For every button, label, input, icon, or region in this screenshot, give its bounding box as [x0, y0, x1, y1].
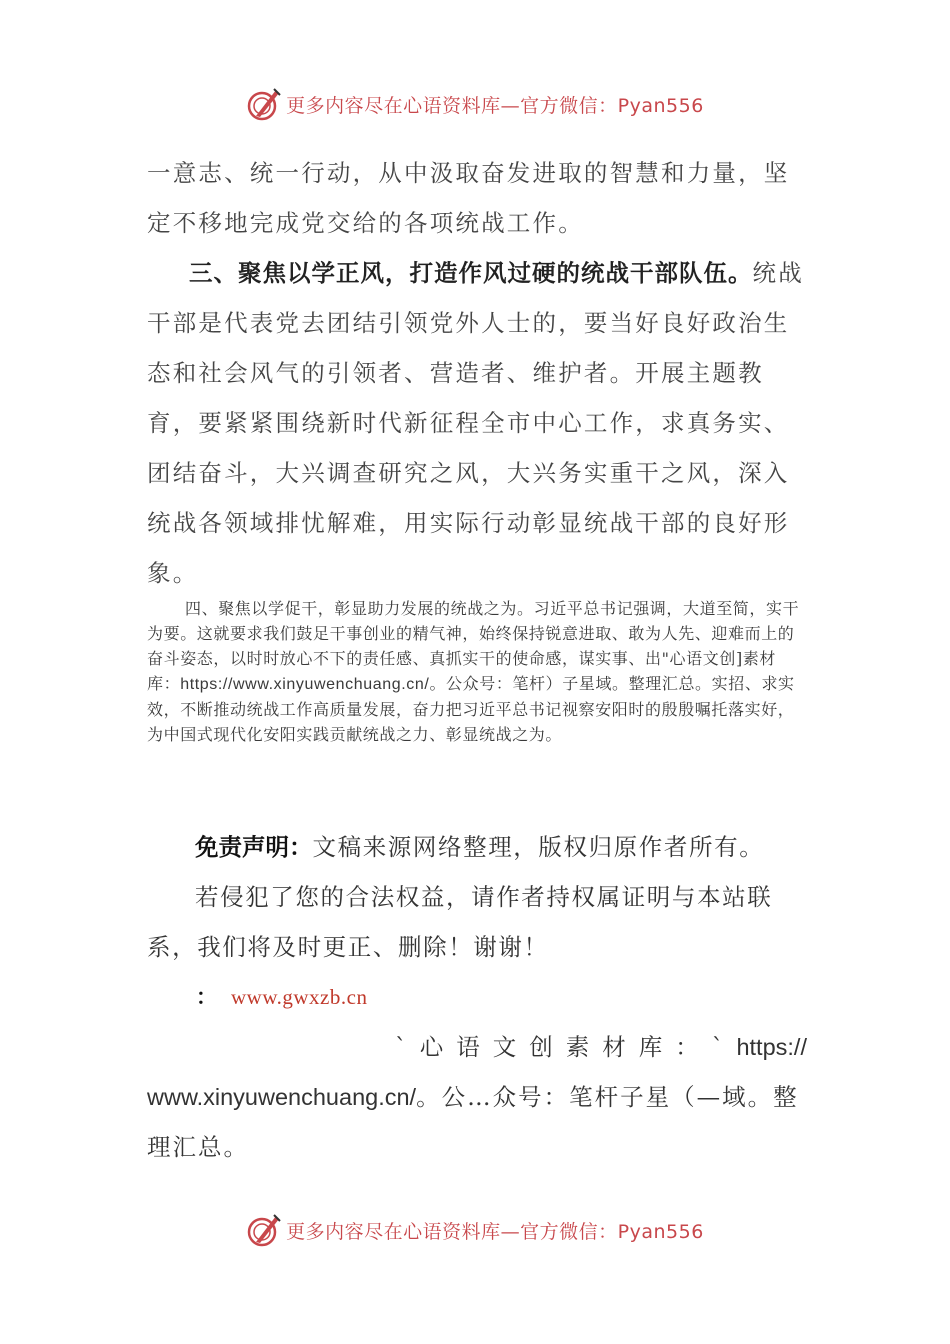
footer-text: 更多内容尽在心语资料库—官方微信：Pyan556 [286, 1220, 704, 1243]
source-note-url-part-1: https:// [736, 1034, 807, 1060]
disclaimer-label: 免责声明： [195, 833, 313, 861]
source-note-prefix: `心语文创素材库：` [394, 1033, 737, 1061]
paragraph-3-part-b: 。公众号：笔杆）子星域。整理汇总。实招、求实效，不断推动统战工作高质量发展，奋力把习近平总书记视察安阳时的殷殷嘱托落实好，为中国式现代化安阳实践贡献统战之力、彰显统战之为。 [147, 674, 795, 744]
disclaimer-line-2: 若侵犯了您的合法权益，请作者持权属证明与本站联系，我们将及时更正、删除！谢谢！ [147, 883, 773, 961]
website-row [196, 972, 367, 1022]
source-note-line-2 [147, 1072, 807, 1172]
paragraph-3-part-a: 四、聚焦以学促干，彰显助力发展的统战之为。习近平总书记强调，大道至简，实干为要。这就要求我们鼓足干事创业的精气神，始终保持锐意进取、敢为人先、迎难而上的奋斗姿态，以时时放心不下的责任感、真抓实干的使命感，谋实事、出"心语文创]素材库： [147, 599, 800, 693]
pen-logo-icon [246, 1212, 282, 1248]
pen-logo-icon [246, 86, 282, 122]
website-link[interactable]: www.gwxzb.cn [231, 985, 368, 1009]
header-banner [0, 84, 950, 124]
header-text: 更多内容尽在心语资料库—官方微信：Pyan556 [286, 94, 704, 117]
disclaimer-text-1: 文稿来源网络整理，版权归原作者所有。 [312, 833, 765, 861]
paragraph-3 [147, 596, 807, 747]
source-note-suffix: 。公…众号：笔杆子星（—域。整理汇总。 [147, 1083, 799, 1161]
source-note-line-1 [147, 1022, 807, 1072]
website-colon: ： [196, 984, 217, 1009]
source-note [147, 1022, 807, 1172]
paragraph-1: 一意志、统一行动，从中汲取奋发进取的智慧和力量，坚定不移地完成党交给的各项统战工作。 [147, 159, 790, 237]
paragraph-2 [147, 248, 807, 598]
wechat-id: Pyan556 [617, 1220, 704, 1243]
source-url: https://www.xinyuwenchuang.cn/ [180, 676, 430, 693]
wechat-id: Pyan556 [617, 94, 704, 117]
source-note-url-part-2: www.xinyuwenchuang.cn/ [147, 1084, 417, 1110]
paragraph-2-body: 统战干部是代表党去团结引领党外人士的，要当好良好政治生态和社会风气的引领者、营造者、维护者。开展主题教育，要紧紧围绕新时代新征程全市中心工作，求真务实、团结奋斗，大兴调查研究之风，大兴务实重干之风，深入统战各领域排忧解难，用实际行动彰显统战干部的良好形象。 [147, 259, 804, 587]
section-heading-3: 三、聚焦以学正风，打造作风过硬的统战干部队伍。 [189, 259, 753, 287]
disclaimer-line-1 [147, 822, 807, 872]
footer-banner [0, 1210, 950, 1250]
